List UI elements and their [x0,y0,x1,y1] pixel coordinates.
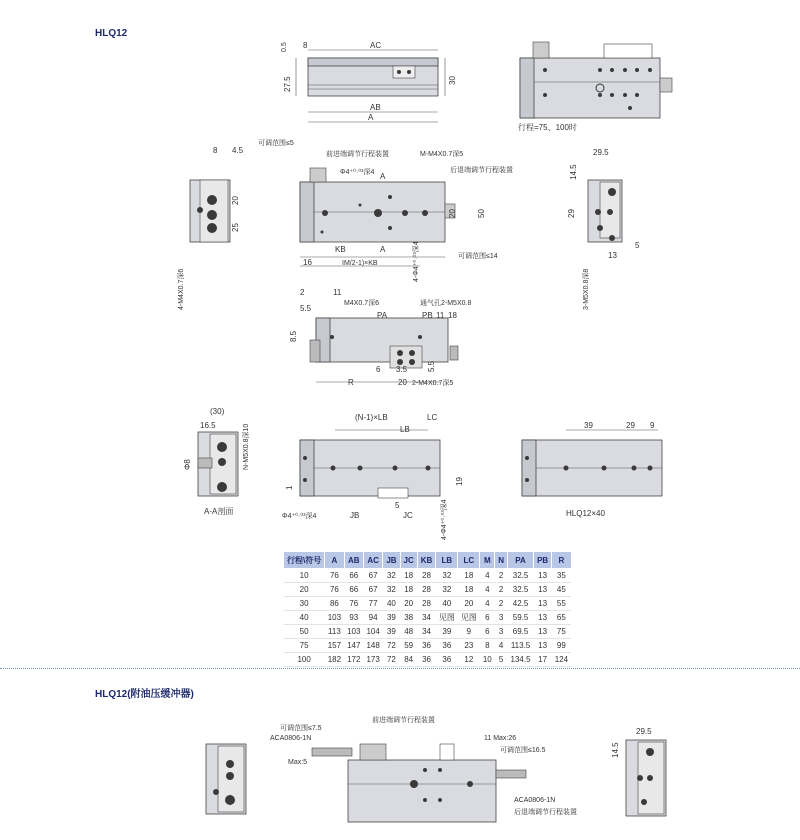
table-header: 行程\符号 [284,552,325,569]
buffer-front-view-drawing [312,744,526,822]
table-cell: 173 [363,653,382,667]
table-cell: 30 [284,597,325,611]
dim-4-5: 4.5 [232,146,244,155]
table-cell: 32.5 [508,569,534,583]
table-cell: 100 [284,653,325,667]
table-header: JC [400,552,417,569]
table-cell: 2 [495,583,508,597]
table-cell: 4 [480,583,495,597]
dim-n-lb: (N-1)×LB [355,413,388,422]
travel-note: 行程=75、100时 [518,123,577,132]
table-cell: 20 [400,597,417,611]
table-cell: 40 [284,611,325,625]
table-cell: 3 [495,625,508,639]
table-row [284,639,572,653]
table-row [284,625,572,639]
table-cell: 69.5 [508,625,534,639]
table-header: R [552,552,571,569]
dim-11b: 11 [436,311,445,320]
dim-20-main: 20 [448,209,457,218]
table-cell: 13 [534,611,552,625]
table-cell: 65 [552,611,571,625]
table-cell: 4 [480,569,495,583]
dim-20b: 20 [398,378,407,387]
table-cell: 42.5 [508,597,534,611]
dim-jc: JC [403,511,413,520]
table-cell: 77 [363,597,382,611]
dim-a-section-top: A [380,172,386,181]
front-view-40-drawing [522,430,662,496]
dim-a: A [368,113,374,122]
dim-5b: 5 [395,501,400,510]
section-aa-label: A-A剖面 [204,507,234,516]
table-cell: 66 [344,583,363,597]
table-cell: 67 [363,583,382,597]
adjust-range-14: 可调范围≤14 [458,253,498,260]
dim-8-5: 8.5 [289,330,298,342]
table-cell: 13 [534,597,552,611]
table-header: AC [363,552,382,569]
table-header: KB [417,552,436,569]
table-cell: 75 [284,639,325,653]
table-cell: 18 [458,583,480,597]
table-header: M [480,552,495,569]
dim-6: 6 [376,365,381,374]
table-header: LC [458,552,480,569]
table-cell: 35 [552,569,571,583]
table-cell: 28 [417,583,436,597]
front-view-lb-drawing [300,430,440,498]
table-cell: 13 [534,569,552,583]
table-cell: 59 [400,639,417,653]
table-cell: 39 [383,625,400,639]
buffer-end-view-drawing [626,740,666,816]
table-cell: 36 [436,653,458,667]
table-cell: 103 [325,611,344,625]
table-cell: 13 [534,639,552,653]
table-header: A [325,552,344,569]
table-cell: 104 [363,625,382,639]
table-cell: 76 [344,597,363,611]
table-cell: 86 [325,597,344,611]
dim-13: 13 [608,251,617,260]
table-cell: 50 [284,625,325,639]
table-cell: 36 [417,653,436,667]
table-cell: 38 [400,611,417,625]
dim-29: 29 [567,209,576,218]
end-view-right-drawing [588,180,622,242]
dim-8: 8 [303,41,308,50]
table-cell: 6 [480,625,495,639]
table-cell: 113 [325,625,344,639]
table-cell: 45 [552,583,571,597]
table-cell: 2 [495,569,508,583]
table-cell: 28 [417,569,436,583]
dim-9: 9 [650,421,655,430]
dim-5: 5 [635,241,640,250]
dim-1: 1 [285,485,294,490]
table-cell: 40 [383,597,400,611]
dim-pb: PB [422,311,433,320]
front-adjust-label-2: 前进端调节行程装置 [372,717,435,724]
table-cell: 84 [400,653,417,667]
table-cell: 13 [534,583,552,597]
table-cell: 20 [458,597,480,611]
front-adjust-label: 前进端调节行程装置 [326,151,389,158]
dim-8-side: 8 [213,146,218,155]
table-cell: 147 [344,639,363,653]
n-m5-label: N-M5X0.8深10 [243,423,250,470]
side-thread-label: 4-M4X0.7深6 [178,268,185,310]
section-aa-drawing [198,432,238,496]
table-cell: 103 [344,625,363,639]
dim-lc: LC [427,413,438,422]
table-cell: 18 [458,569,480,583]
m-thread-label: M-M4X0.7深5 [420,151,464,158]
dim-r: R [348,378,354,387]
table-cell: 182 [325,653,344,667]
top-right-view-drawing [520,42,672,118]
table-header: PB [534,552,552,569]
table-cell: 172 [344,653,363,667]
table-cell: 48 [400,625,417,639]
table-header-row [284,552,572,569]
table-row [284,583,572,597]
m4-depth6-label: M4X0.7深6 [344,300,380,307]
dim-kb: KB [335,245,346,254]
table-row [284,653,572,667]
table-cell: 55 [552,597,571,611]
table-cell: 32 [436,583,458,597]
table-cell: 39 [436,625,458,639]
section-title-hlq12: HLQ12 [95,28,128,39]
table-cell: 2 [495,597,508,611]
table-header: AB [344,552,363,569]
rear-adjust-label-2: 后退端调节行程装置 [514,809,577,816]
dim-39: 39 [584,421,593,430]
table-cell: 6 [480,611,495,625]
table-row [284,597,572,611]
buffer-side-view-drawing [206,744,246,814]
section-title-hlq12-buffer: HLQ12(附油压缓冲器) [95,689,194,700]
dim-29-5: 29.5 [593,148,609,157]
dim-29-5b: 29.5 [636,727,652,736]
table-cell: 9 [458,625,480,639]
dim-29b: 29 [626,421,635,430]
front-view-main-drawing [300,168,455,266]
dim-pa: PA [377,311,388,320]
table-cell: 13 [534,625,552,639]
table-cell: 75 [552,625,571,639]
table-cell: 72 [383,639,400,653]
dim-ab: AB [370,103,381,112]
m4-depth5-label: 2-M4X0.7深5 [412,380,454,387]
table-cell: 18 [400,569,417,583]
dim-3-5: 3.5 [396,365,408,374]
table-cell: 23 [458,639,480,653]
table-cell: 94 [363,611,382,625]
dim-18: 18 [448,311,457,320]
table-cell: 32 [383,583,400,597]
table-cell: 36 [417,639,436,653]
table-cell: 113.5 [508,639,534,653]
pin-hole-label-2: Φ4⁺⁰·⁰³深4 [282,513,317,520]
spec-table [283,551,572,667]
table-cell: 40 [436,597,458,611]
table-cell: 3 [495,611,508,625]
dim-25-side: 25 [231,223,240,232]
table-cell: 134.5 [508,653,534,667]
table-cell: 36 [436,639,458,653]
table-cell: 32.5 [508,583,534,597]
table-cell: 10 [480,653,495,667]
table-cell: 148 [363,639,382,653]
dim-lb: LB [400,425,410,434]
table-cell: 72 [383,653,400,667]
table-header: LB [436,552,458,569]
dim-14-5b: 14.5 [611,742,620,758]
air-port-label: 通气孔2-M5X0.8 [420,300,472,307]
pin-hole-label: Φ4⁺⁰·⁰³深4 [340,169,375,176]
table-header: N [495,552,508,569]
bottom-hole-label-2: 4-Φ4⁺⁰·⁰³深4 [441,499,448,540]
dim-16: 16 [303,258,312,267]
table-cell: 99 [552,639,571,653]
table-cell: 76 [325,583,344,597]
table-cell: 17 [534,653,552,667]
table-cell: 12 [458,653,480,667]
dim-a-section-bottom: A [380,245,386,254]
dim-30p: (30) [210,407,225,416]
dim-50: 50 [477,209,486,218]
dim-2: 2 [300,288,305,297]
model-40-label: HLQ12×40 [566,509,605,518]
table-cell: 32 [436,569,458,583]
dim-ac: AC [370,41,382,50]
table-cell: 8 [480,639,495,653]
table-cell: 5 [495,653,508,667]
table-cell: 66 [344,569,363,583]
dim-30: 30 [448,76,457,85]
table-cell: 见图 [458,611,480,625]
dim-jb: JB [350,511,360,520]
table-cell: 4 [480,597,495,611]
max5-label: Max:5 [288,759,308,766]
table-cell: 76 [325,569,344,583]
buffer-model-label-2: ACA0806-1N [514,797,556,804]
dim-27-5: 27.5 [283,76,292,92]
dim-16-5: 16.5 [200,421,216,430]
table-cell: 157 [325,639,344,653]
buffer-model-label: ACA0806-1N [270,735,312,742]
table-cell: 67 [363,569,382,583]
adjust-range-16-5: 可调范围≤16.5 [500,747,546,754]
side-view-left-drawing [190,180,230,242]
im-kb-label: IM/2-1)×KB [342,260,378,267]
table-header: JB [383,552,400,569]
table-cell: 59.5 [508,611,534,625]
adjust-range-7-5: 可调范围≤7.5 [280,725,322,732]
dim-5-5: 5.5 [300,304,312,313]
table-header: PA [508,552,534,569]
adjust-range-5: 可调范围≤5 [258,140,294,147]
table-cell: 34 [417,625,436,639]
table-cell: 32 [383,569,400,583]
table-cell: 10 [284,569,325,583]
table-row [284,569,572,583]
table-row [284,611,572,625]
table-cell: 93 [344,611,363,625]
dim-14-5: 14.5 [569,164,578,180]
max26-label: 11 Max:26 [484,735,517,742]
table-cell: 见图 [436,611,458,625]
table-cell: 28 [417,597,436,611]
table-cell: 18 [400,583,417,597]
table-cell: 39 [383,611,400,625]
dim-11: 11 [333,288,342,297]
m5-depth8-label: 3-M5X0.8深8 [583,268,590,310]
dim-0-5: 0.5 [281,42,288,52]
table-cell: 20 [284,583,325,597]
rear-adjust-label: 后退端调节行程装置 [450,167,513,174]
dim-phi8: Φ8 [183,459,192,470]
table-cell: 124 [552,653,571,667]
table-body [284,569,572,667]
bottom-hole-label: 4-Φ4⁺⁰·⁰³深4 [413,241,420,282]
dim-19: 19 [455,477,464,486]
dim-20-side: 20 [231,196,240,205]
table-cell: 4 [495,639,508,653]
table-cell: 34 [417,611,436,625]
dim-5-5b: 5.5 [427,360,436,372]
